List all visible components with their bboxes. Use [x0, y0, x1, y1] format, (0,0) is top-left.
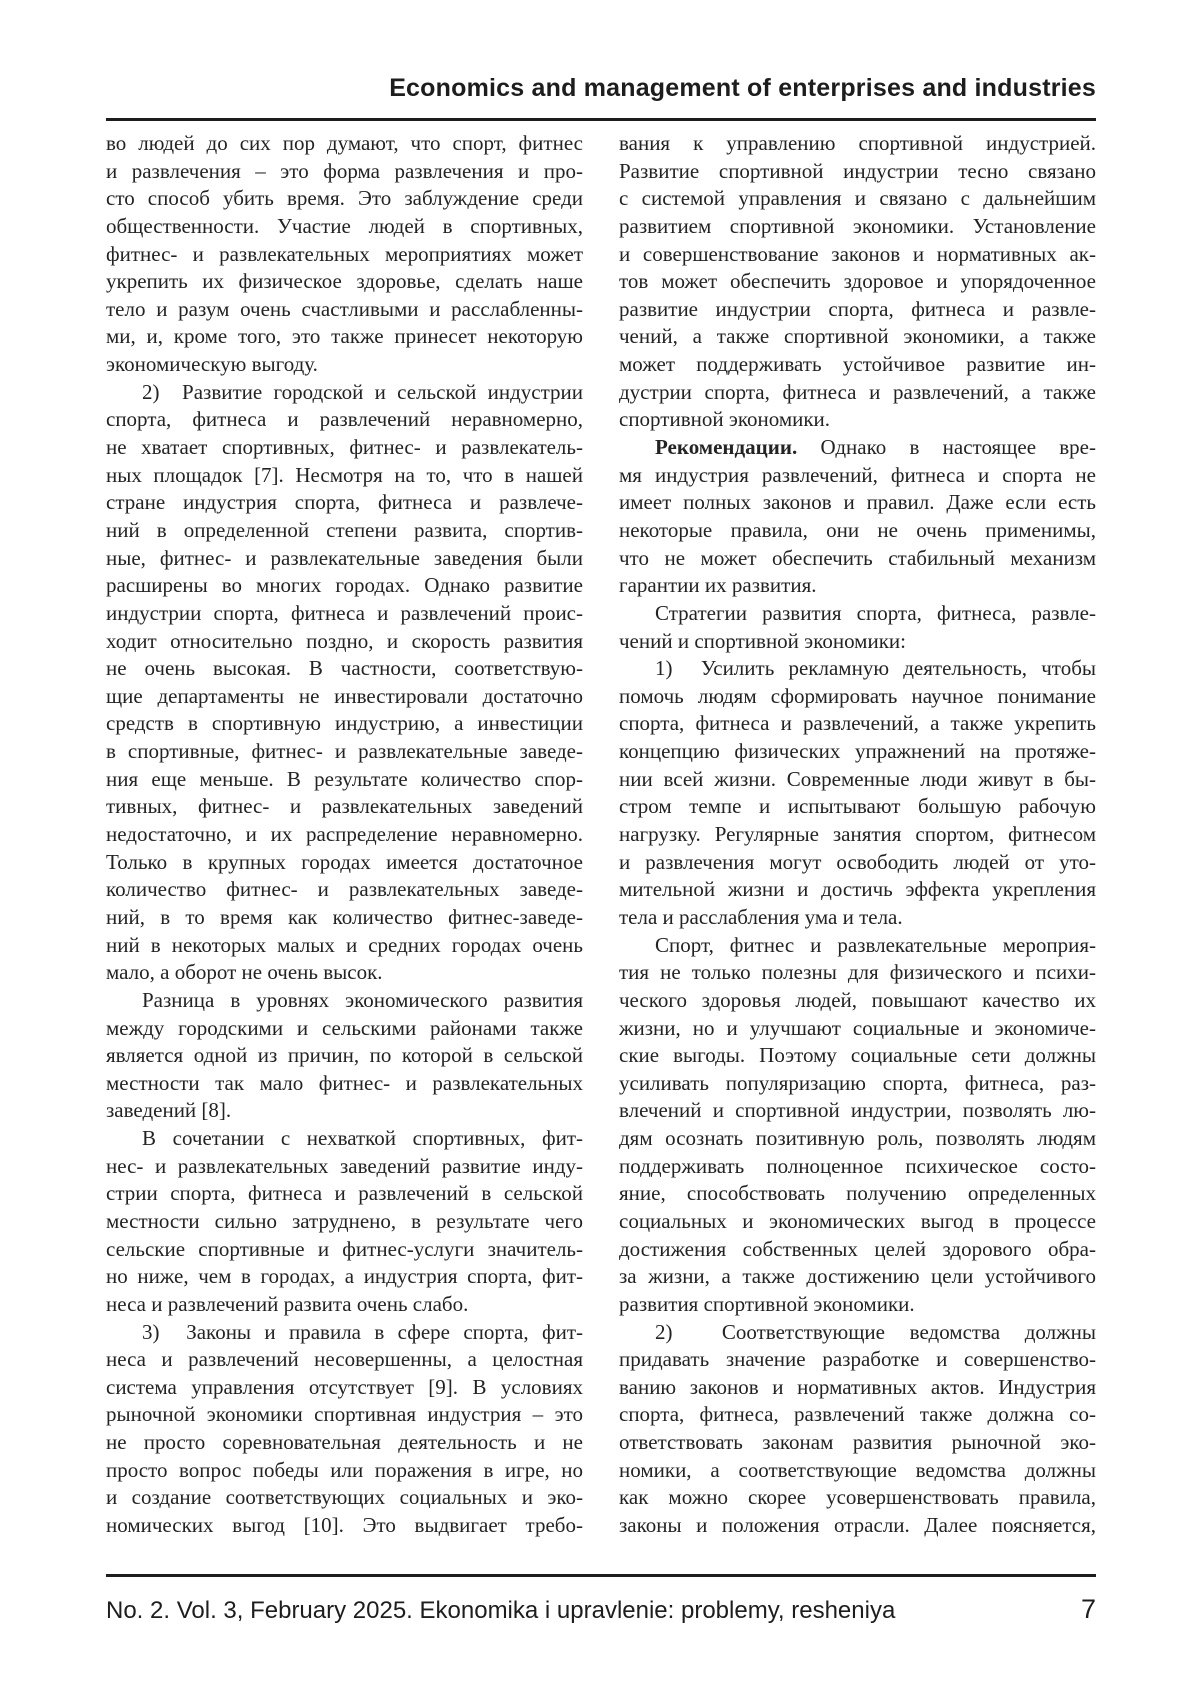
text-line: за жизни, а также достижению цели устойчивого [619, 1264, 1096, 1289]
text-line: в спортивные, фитнес- и развлекательные заведе- [106, 739, 583, 764]
text-line: не просто соревновательная деятельность и не [106, 1430, 583, 1455]
column-right [619, 130, 1096, 1540]
text-line: чений, а также спортивной экономики, а также [619, 324, 1096, 349]
text-line: концепцию физических упражнений на протяже- [619, 739, 1096, 764]
text-line: система управления отсутствует [9]. В условиях [106, 1374, 583, 1399]
text-line: 2) Развитие городской и сельской индустрии [142, 379, 583, 404]
paragraph [619, 434, 1096, 600]
text-line: нес- и развлекательных заведений развитие инду- [106, 1153, 583, 1178]
text-line: поддерживать полноценное психическое состо- [619, 1153, 1096, 1178]
text-line: общественности. Участие людей в спортивных, [106, 213, 583, 238]
text-line: рыночной экономики спортивная индустрия – это [106, 1402, 583, 1427]
text-line: тело и разум очень счастливыми и расслабленны- [106, 296, 583, 321]
text-line: дям осознать позитивную роль, позволять людям [619, 1126, 1096, 1151]
text-line: развитием спортивной экономики. Установление [619, 213, 1096, 238]
text-line: некоторые правила, они не очень применимы, [619, 517, 1096, 542]
text-line: тов может обеспечить здоровое и упорядоченное [619, 269, 1096, 294]
text-line: достижения собственных целей здорового обра- [619, 1236, 1096, 1261]
text-line: спорта, фитнеса, развлечений также должна со- [619, 1402, 1096, 1427]
text-line: тия не только полезны для физического и психи- [619, 960, 1096, 985]
text-line: спорта, фитнеса и развлечений, а также укрепить [619, 711, 1096, 736]
text-line: стром темпе и испытывают большую рабочую [619, 794, 1096, 819]
text-line: сто способ убить время. Это заблуждение среди [106, 186, 583, 211]
text-line: ных площадок [7]. Несмотря на то, что в нашей [106, 462, 583, 487]
text-line: с системой управления и связано с дальнейшим [619, 186, 1096, 211]
footer-page-number: 7 [1080, 1594, 1096, 1624]
text-line: стрии спорта, фитнеса и развлечений в сельской [106, 1181, 583, 1206]
text-line: 2) Соответствующие ведомства должны [655, 1319, 1096, 1344]
text-line: влечений и спортивной индустрии, позволять лю- [619, 1098, 1096, 1123]
footer [106, 1594, 1096, 1625]
paragraph [106, 130, 583, 379]
text-line: усиливать популяризацию спорта, фитнеса, раз- [619, 1070, 1096, 1095]
text-line: местности сильно затруднено, в результате чего [106, 1208, 583, 1233]
footer-journal-info: No. 2. Vol. 3, February 2025. Ekonomika i upravlenie: problemy, resheniya [106, 1597, 896, 1624]
text-line: и создание соответствующих социальных и эко- [106, 1485, 583, 1510]
paragraph [106, 1125, 583, 1318]
text-line: ний в определенной степени развита, спортив- [106, 517, 583, 542]
text-line: является одной из причин, по которой в сельской [106, 1043, 583, 1068]
text-line: не очень высокая. В частности, соответствую- [106, 656, 583, 681]
text-line: ний, в то время как количество фитнес-заведе- [106, 904, 583, 929]
text-line: спорта, фитнеса и развлечений неравномерно, [106, 407, 583, 432]
text-line: нии всей жизни. Современные люди живут в бы- [619, 766, 1096, 791]
text-line: социальных и экономических выгод в процессе [619, 1208, 1096, 1233]
text-line: не хватает спортивных, фитнес- и развлекатель- [106, 435, 583, 460]
paragraph [619, 932, 1096, 1319]
text-line: В сочетании с нехваткой спортивных, фит- [142, 1126, 583, 1151]
text-line: Стратегии развития спорта, фитнеса, развле- [655, 600, 1096, 625]
text-line: мительной жизни и достичь эффекта укрепления [619, 877, 1096, 902]
article-body [106, 130, 1096, 1540]
text-line: ответствовать законам развития рыночной эко- [619, 1430, 1096, 1455]
text-line: ческого здоровья людей, повышают качество их [619, 987, 1096, 1012]
text-line: что не может обеспечить стабильный механизм [619, 545, 1096, 570]
text-line: Спорт, фитнес и развлекательные мероприя- [655, 932, 1096, 957]
text-line: номических выгод [10]. Это выдвигает требо- [106, 1513, 583, 1538]
text-line: помочь людям сформировать научное понимание [619, 683, 1096, 708]
text-line: дустрии спорта, фитнеса и развлечений, а также [619, 379, 1096, 404]
text-line: и развлечения – это форма развлечения и про- [106, 158, 583, 183]
text-line: местности так мало фитнес- и развлекательных [106, 1070, 583, 1095]
paragraph [106, 1319, 583, 1540]
text-line: ные, фитнес- и развлекательные заведения были [106, 545, 583, 570]
paragraph [619, 600, 1096, 655]
text-line: 1) Усилить рекламную деятельность, чтобы [655, 656, 1096, 681]
text-line: индустрии спорта, фитнеса и развлечений проис- [106, 600, 583, 625]
text-line: чений и спортивной экономики: [619, 628, 906, 653]
column-left [106, 130, 583, 1540]
paragraph [619, 1319, 1096, 1540]
footer-rule [106, 1574, 1096, 1577]
running-head [106, 74, 1096, 103]
text-line: гарантии их развития. [619, 573, 817, 598]
text-line: неса и развлечений развита очень слабо. [106, 1291, 469, 1316]
text-line: нагрузку. Регулярные занятия спортом, фитнесом [619, 822, 1096, 847]
paragraph [106, 987, 583, 1125]
text-line: щие департаменты не инвестировали достаточно [106, 683, 583, 708]
text-line: имеет полных законов и правил. Даже если есть [619, 490, 1096, 515]
text-line: экономическую выгоду. [106, 352, 318, 377]
text-line: мя индустрия развлечений, фитнеса и спорта не [619, 462, 1096, 487]
paragraph [619, 130, 1096, 434]
paragraph [106, 379, 583, 987]
text-line: ми, и, кроме того, это также принесет некоторую [106, 324, 583, 349]
text-line: заведений [8]. [106, 1098, 232, 1123]
text-line: Только в крупных городах имеется достаточное [106, 849, 583, 874]
text-line: тивных, фитнес- и развлекательных заведений [106, 794, 583, 819]
text-line: яние, способствовать получению определенных [619, 1181, 1096, 1206]
text-line: развития спортивной экономики. [619, 1291, 915, 1316]
header-rule [106, 118, 1096, 121]
text-line: Разница в уровнях экономического развития [142, 987, 583, 1012]
text-line: развитие индустрии спорта, фитнеса и развле- [619, 296, 1096, 321]
text-line: придавать значение разработке и совершенство- [619, 1347, 1096, 1372]
text-line: жизни, но и улучшают социальные и экономиче- [619, 1015, 1096, 1040]
text-line: средств в спортивную индустрию, а инвестиции [106, 711, 583, 736]
text-line: номики, а соответствующие ведомства должны [619, 1457, 1096, 1482]
text-line: вания к управлению спортивной индустрией. [619, 131, 1096, 155]
text-line: спортивной экономики. [619, 407, 831, 432]
text-line: 3) Законы и правила в сфере спорта, фит- [142, 1319, 583, 1344]
text-line: расширены во многих городах. Однако развитие [106, 573, 583, 598]
text-line: просто вопрос победы или поражения в игре, но [106, 1457, 583, 1482]
text-line: недостаточно, и их распределение неравномерно. [106, 822, 583, 847]
text-line: фитнес- и развлекательных мероприятиях может [106, 241, 583, 266]
running-head-title: Economics and management of enterprises and industries [389, 74, 1096, 102]
text-line: ния еще меньше. В результате количество спор- [106, 766, 583, 791]
text-line: и развлечения могут освободить людей от уто- [619, 849, 1096, 874]
text-line: законы и положения отрасли. Далее поясняется, [619, 1513, 1096, 1538]
text-line: может поддерживать устойчивое развитие ин- [619, 352, 1096, 377]
text-line: но ниже, чем в городах, а индустрия спорта, фит- [106, 1264, 583, 1289]
text-line: во людей до сих пор думают, что спорт, фитнес [106, 131, 583, 155]
text-line: мало, а оборот не очень высок. [106, 960, 383, 985]
text-line: неса и развлечений несовершенны, а целостная [106, 1347, 583, 1372]
text-line: количество фитнес- и развлекательных заведе- [106, 877, 583, 902]
text-line: сельские спортивные и фитнес-услуги значитель- [106, 1236, 583, 1261]
text-line: ские выгоды. Поэтому социальные сети должны [619, 1043, 1096, 1068]
text-line: ходит относительно поздно, и скорость развития [106, 628, 583, 653]
text-line: Развитие спортивной индустрии тесно связано [619, 158, 1096, 183]
text-line: как можно скорее усовершенствовать правила, [619, 1485, 1096, 1510]
text-line: ванию законов и нормативных актов. Индустрия [619, 1374, 1096, 1399]
text-line: Рекомендации. Однако в настоящее вре- [655, 435, 1096, 460]
text-line: стране индустрия спорта, фитнеса и развлече- [106, 490, 583, 515]
text-line: ний в некоторых малых и средних городах очень [106, 932, 583, 957]
text-line: укрепить их физическое здоровье, сделать наше [106, 269, 583, 294]
paragraph [619, 655, 1096, 931]
text-line: тела и расслабления ума и тела. [619, 904, 903, 929]
text-line: между городскими и сельскими районами также [106, 1015, 583, 1040]
text-line: и совершенствование законов и нормативных ак- [619, 241, 1096, 266]
